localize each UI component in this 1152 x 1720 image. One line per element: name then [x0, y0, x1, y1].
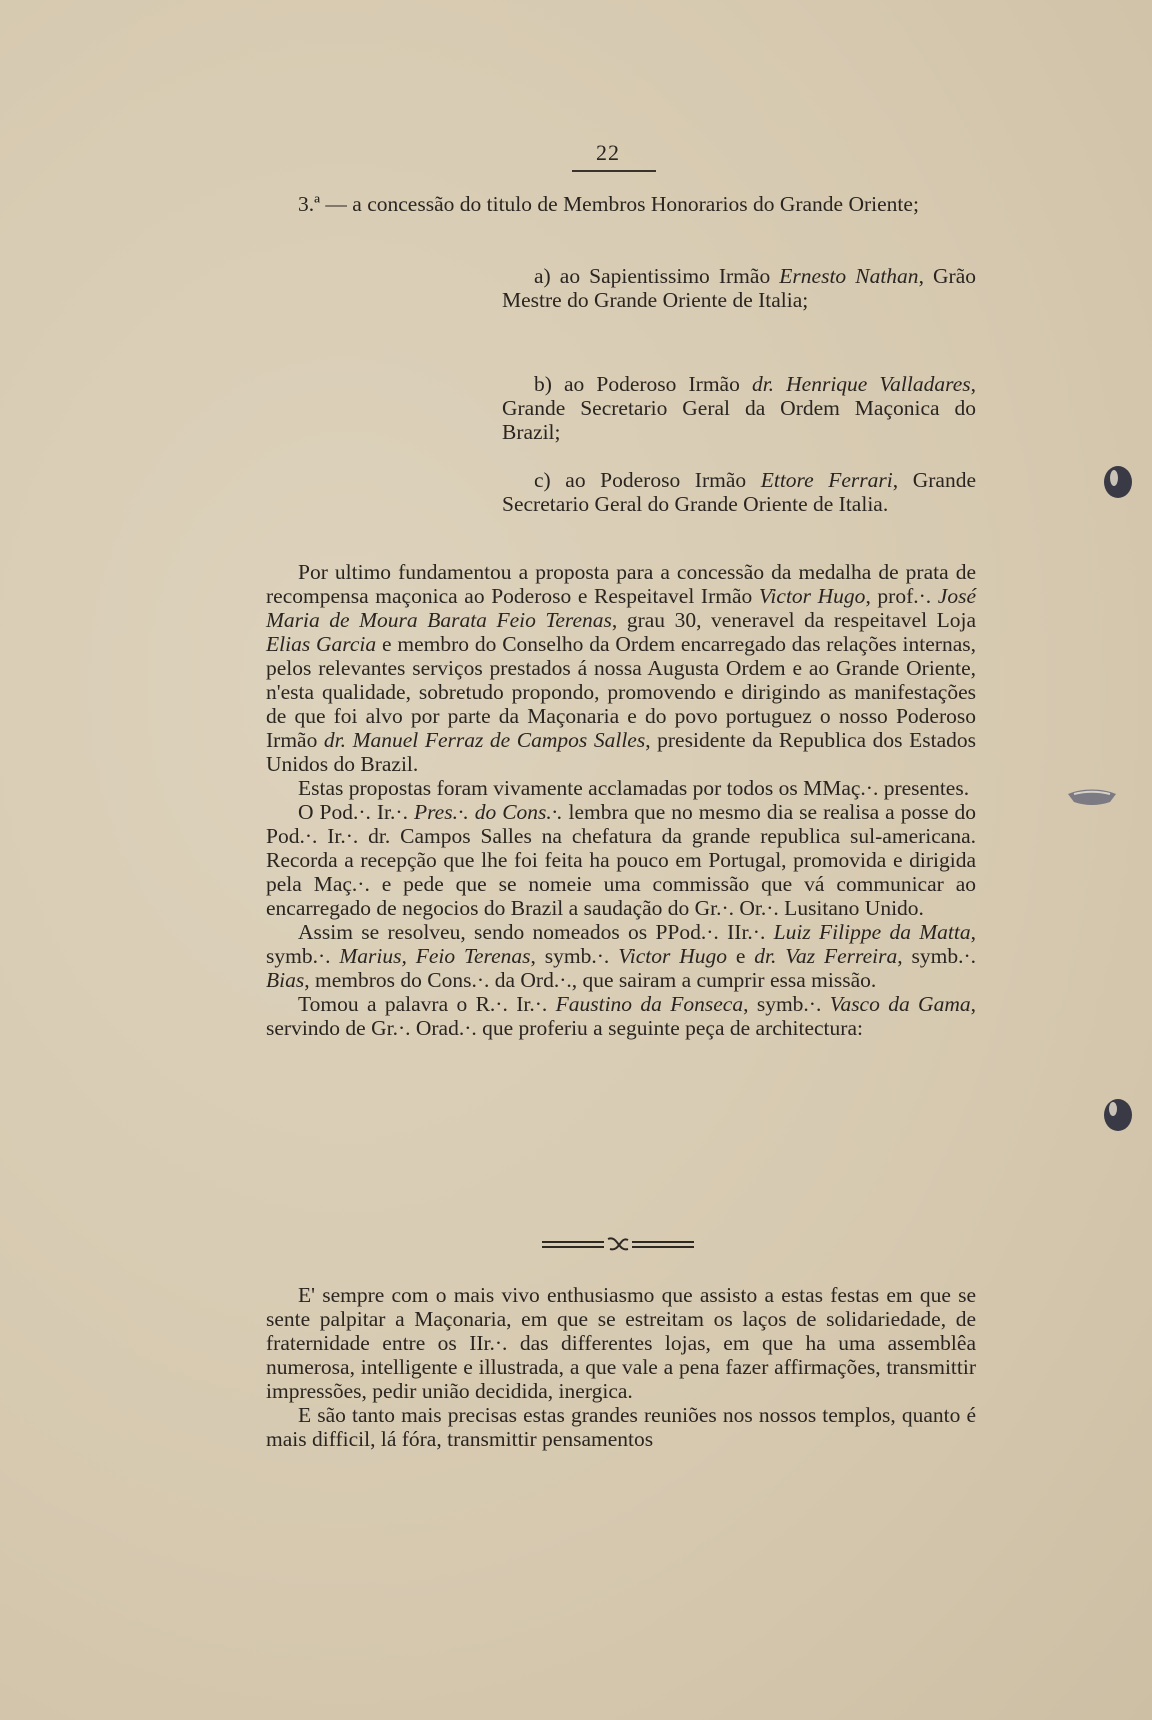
item-c-text — [502, 468, 976, 516]
paragraph-7: E são tanto mais precisas estas grandes reuniões nos nossos templos, quanto é mais difficil, lá fóra, transmittir pensamentos — [266, 1403, 976, 1451]
p1-f: Elias Garcia — [266, 632, 377, 656]
item-c-post: , Grande Secretario Geral do Grande Oriente de Italia. — [502, 468, 976, 516]
item-a-name: Ernesto Nathan — [779, 264, 919, 288]
p5-c: , symb.·. — [743, 992, 830, 1016]
p4-g: e — [726, 944, 755, 968]
item-a-post: , Grão Mestre do Grande Oriente de Italia; — [502, 264, 976, 312]
page-number: 22 — [596, 140, 620, 165]
paragraph-4 — [266, 920, 976, 992]
item-b-post: , Grande Secretario Geral da Ordem Maçonica do Brazil; — [502, 372, 976, 444]
binding-clip-icon — [1096, 1095, 1138, 1135]
p5-e: , servindo de Gr.·. Orad.·. que proferiu a seguinte peça de architectura: — [266, 992, 976, 1040]
p1-e: , grau 30, veneravel da respeitavel Loja — [611, 608, 976, 632]
p4-h: dr. Vaz Ferreira — [754, 944, 898, 968]
item-b-pre: b) ao Poderoso Irmão — [534, 372, 752, 396]
item-a-text — [502, 264, 976, 312]
p1-b: Victor Hugo — [758, 584, 866, 608]
p4-d: Marius, Feio Terenas — [339, 944, 531, 968]
p5-b: Faustino da Fonseca — [555, 992, 744, 1016]
p5-a: Tomou a palavra o R.·. Ir.·. — [298, 992, 556, 1016]
item-c — [502, 468, 976, 516]
p1-g: e membro do Conselho da Ordem encarregado das relações internas, pelos relevantes serviços prestados á nossa Augusta Ordem e ao Grande Oriente, n'esta qualidade, sobretudo propondo, promovendo e dirigindo as manifestações de que foi alvo por parte da Maçonaria e do povo portuguez o nosso Poderoso Irmão — [266, 632, 976, 752]
item-b-name: dr. Henrique Valladares — [751, 372, 971, 396]
clip-shadow-icon — [1064, 784, 1120, 808]
p4-k: , membros do Cons.·. da Ord.·., que sairam a cumprir essa missão. — [304, 968, 877, 992]
p4-f: Victor Hugo — [618, 944, 727, 968]
divider-ornament-icon — [538, 1236, 698, 1252]
p1-d: José Maria de Moura Barata Feio Terenas — [266, 584, 976, 632]
item-c-name: Ettore Ferrari — [760, 468, 893, 492]
closing-text — [266, 1283, 976, 1451]
paragraph-3 — [266, 800, 976, 920]
body-text — [266, 560, 976, 1040]
p1-h: dr. Manuel Ferraz de Campos Salles — [323, 728, 646, 752]
paragraph-1 — [266, 560, 976, 776]
item-a — [502, 264, 976, 312]
p3-c: lembra que no mesmo dia se realisa a posse do Pod.·. Ir.·. dr. Campos Salles na chefatura da grande republica sul-americana. Recorda a recepção que lhe foi feita ha pouco em Portugal, promovida e dirigida pela Maç.·. e pede que se nomeie uma commissão que vá communicar ao encarregado de negocios do Brazil a saudação do Gr.·. Or.·. Lusitano Unido. — [266, 800, 976, 920]
p4-i: , symb.·. — [897, 944, 977, 968]
p1-i: , presidente da Republica dos Estados Unidos do Brazil. — [266, 728, 976, 776]
item-3-text: 3.ª — a concessão do titulo de Membros Honorarios do Grande Oriente; — [298, 192, 919, 216]
p4-b: Luiz Filippe da Matta — [773, 920, 971, 944]
binding-clip-icon — [1096, 462, 1138, 502]
item-b — [502, 372, 976, 444]
p4-j: Bias — [266, 968, 305, 992]
page-number-rule — [572, 170, 656, 172]
item-3 — [266, 192, 976, 216]
p5-d: Vasco da Gama — [829, 992, 971, 1016]
p4-e: , symb.·. — [530, 944, 619, 968]
p1-c: , prof.·. — [865, 584, 938, 608]
p1-a: Por ultimo fundamentou a proposta para a concessão da medalha de prata de recompensa maçonica ao Poderoso e Respeitavel Irmão — [266, 560, 976, 608]
paragraph-6: E' sempre com o mais vivo enthusiasmo que assisto a estas festas em que se sente palpitar a Maçonaria, em que se estreitam os laços de solidariedade, de fraternidade entre os IIr.·. das differentes lojas, em que ha uma assemblêa numerosa, intelligente e illustrada, a que vale a pena fazer affirmações, transmittir impressões, pedir união decidida, inergica. — [266, 1283, 976, 1403]
p3-b: Pres.·. do Cons.·. — [413, 800, 563, 824]
paragraph-2: Estas propostas foram vivamente acclamadas por todos os MMaç.·. presentes. — [298, 776, 970, 800]
item-a-pre: a) ao Sapientissimo Irmão — [534, 264, 780, 288]
paragraph-5 — [266, 992, 976, 1040]
item-b-text — [502, 372, 976, 444]
item-c-pre: c) ao Poderoso Irmão — [534, 468, 761, 492]
p4-c: , symb.·. — [266, 920, 977, 968]
p3-a: O Pod.·. Ir.·. — [298, 800, 414, 824]
p4-a: Assim se resolveu, sendo nomeados os PPod.·. IIr.·. — [298, 920, 774, 944]
